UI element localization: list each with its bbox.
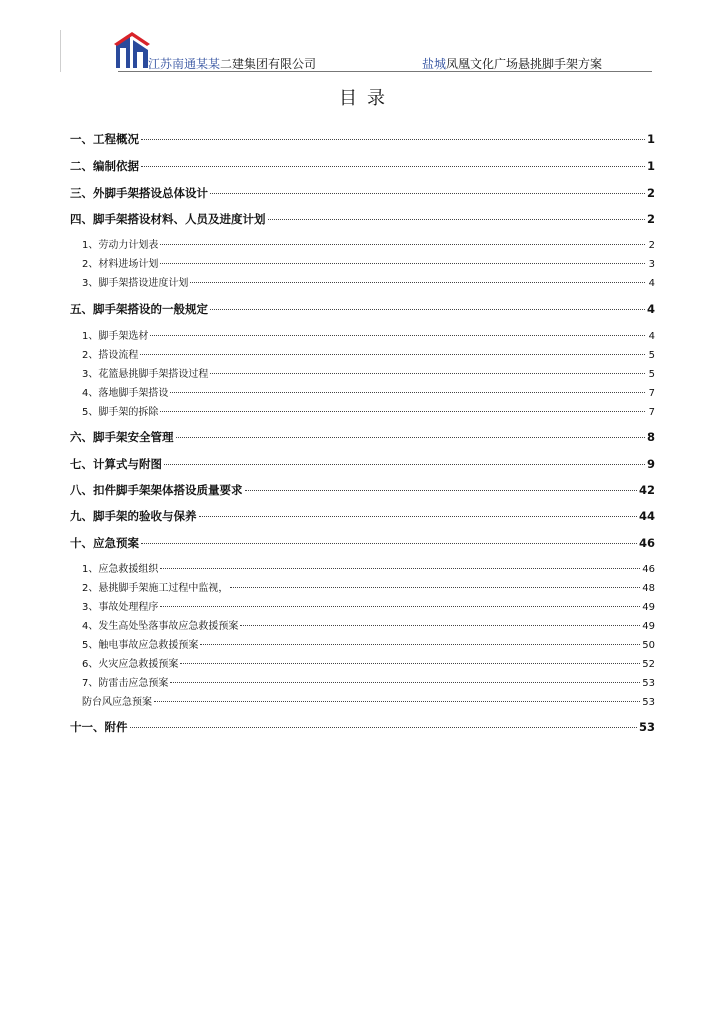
toc-entry-label: 7、防雷击应急预案 [82,678,169,689]
toc-leader-dots [180,663,640,664]
toc-leader-dots [210,193,645,194]
toc-leader-dots [154,701,640,702]
toc-entry-page: 7 [648,388,655,399]
toc-entry[interactable] [70,131,655,147]
toc-entry-label: 2、悬挑脚手架施工过程中监视， [82,583,229,594]
header-divider [118,71,652,72]
company-logo-icon [114,30,150,70]
toc-entry-label: 2、材料进场计划 [82,259,159,270]
toc-entry-label: 3、脚手架搭设进度计划 [82,278,189,289]
toc-leader-dots [199,516,637,517]
toc-entry[interactable] [70,301,655,317]
toc-entry-label: 十、应急预案 [70,536,139,550]
toc-entry-page: 46 [642,564,655,575]
toc-leader-dots [160,606,640,607]
company-name-prefix: 江苏南通某某 [148,57,221,71]
toc-entry[interactable] [70,598,655,613]
toc-leader-dots [141,166,645,167]
toc-entry[interactable] [70,617,655,632]
toc-entry[interactable] [70,560,655,575]
toc-leader-dots [245,490,637,491]
toc-leader-dots [141,139,645,140]
toc-entry-page: 9 [646,457,655,471]
toc-entry-page: 5 [648,350,655,361]
toc-entry-page: 53 [642,697,655,708]
toc-entry[interactable] [70,185,655,201]
toc-leader-dots [210,373,645,374]
project-name-prefix: 盐城 [422,57,447,71]
toc-entry[interactable] [70,655,655,670]
toc-entry-page: 53 [642,678,655,689]
toc-entry-label: 1、脚手架选材 [82,331,149,342]
toc-entry[interactable] [70,508,655,524]
toc-leader-dots [160,568,640,569]
toc-entry-label: 四、脚手架搭设材料、人员及进度计划 [70,212,266,226]
toc-entry-label: 5、触电事故应急救援预案 [82,640,199,651]
project-name [422,55,602,72]
toc-leader-dots [190,282,645,283]
toc-entry-label: 2、搭设流程 [82,350,139,361]
toc-entry[interactable] [70,211,655,227]
toc-entry-page: 50 [642,640,655,651]
toc-entry-page: 42 [638,483,655,497]
toc-entry-label: 1、应急救援组织 [82,564,159,575]
toc-entry[interactable] [70,535,655,551]
toc-leader-dots [160,411,645,412]
toc-entry[interactable] [70,384,655,399]
toc-entry-page: 2 [648,240,655,251]
toc-leader-dots [230,587,640,588]
toc-leader-dots [170,682,640,683]
toc-entry[interactable] [70,636,655,651]
toc-leader-dots [240,625,640,626]
toc-entry-label: 一、工程概况 [70,132,139,146]
margin-rule [60,30,61,72]
toc-entry-label: 6、火灾应急救援预案 [82,659,179,670]
toc-entry-label: 防台风应急预案 [82,697,152,708]
toc-entry[interactable] [70,693,655,708]
toc-leader-dots [210,309,645,310]
page-title: 目录 [339,88,395,109]
toc-leader-dots [141,543,637,544]
toc-leader-dots [150,335,645,336]
toc-entry[interactable] [70,719,655,735]
toc-entry-page: 52 [642,659,655,670]
toc-leader-dots [160,263,645,264]
toc-entry-label: 五、脚手架搭设的一般规定 [70,302,208,316]
toc-entry-page: 4 [648,278,655,289]
toc-entry-label: 3、花篮悬挑脚手架搭设过程 [82,369,209,380]
toc-entry-page: 53 [638,720,655,734]
toc-entry-page: 5 [648,369,655,380]
toc-entry-page: 4 [646,302,655,316]
toc-entry-label: 六、脚手架安全管理 [70,430,174,444]
toc-entry-label: 4、落地脚手架搭设 [82,388,169,399]
toc-entry-page: 44 [638,509,655,523]
toc-entry-page: 48 [642,583,655,594]
toc-entry[interactable] [70,403,655,418]
toc-entry-label: 十一、附件 [70,720,128,734]
toc-leader-dots [200,644,640,645]
toc-entry-page: 2 [646,212,655,226]
toc-entry[interactable] [70,327,655,342]
toc-entry-label: 七、计算式与附图 [70,457,162,471]
toc-entry[interactable] [70,429,655,445]
toc-entry[interactable] [70,236,655,251]
toc-entry[interactable] [70,274,655,289]
toc-entry-label: 1、劳动力计划表 [82,240,159,251]
toc-entry[interactable] [70,365,655,380]
toc-entry-page: 2 [646,186,655,200]
toc-entry[interactable] [70,255,655,270]
toc-entry-label: 二、编制依据 [70,159,139,173]
toc-leader-dots [268,219,645,220]
toc-leader-dots [176,437,645,438]
toc-leader-dots [164,464,645,465]
toc-entry-label: 4、发生高处坠落事故应急救援预案 [82,621,239,632]
toc-entry-page: 8 [646,430,655,444]
toc-entry-page: 4 [648,331,655,342]
toc-entry-label: 九、脚手架的验收与保养 [70,509,197,523]
toc-leader-dots [160,244,645,245]
toc-leader-dots [140,354,645,355]
toc-entry[interactable] [70,579,655,594]
toc-entry[interactable] [70,482,655,498]
toc-entry-page: 3 [648,259,655,270]
toc-entry[interactable] [70,674,655,689]
toc-entry-label: 3、事故处理程序 [82,602,159,613]
toc-leader-dots [130,727,637,728]
toc-entry-page: 1 [646,132,655,146]
toc-entry-label: 三、外脚手架搭设总体设计 [70,186,208,200]
toc-entry-page: 1 [646,159,655,173]
toc-entry-page: 49 [642,621,655,632]
project-name-suffix: 凤凰文化广场悬挑脚手架方案 [446,57,603,71]
toc-entry-label: 八、扣件脚手架架体搭设质量要求 [70,483,243,497]
toc-entry-page: 46 [638,536,655,550]
toc-entry-label: 5、脚手架的拆除 [82,407,159,418]
toc-entry[interactable] [70,346,655,361]
toc-entry-page: 7 [648,407,655,418]
toc-entry[interactable] [70,158,655,174]
toc-entry[interactable] [70,456,655,472]
company-name [148,55,316,72]
toc-entry-page: 49 [642,602,655,613]
company-name-suffix: 二建集团有限公司 [220,57,317,71]
toc-leader-dots [170,392,645,393]
